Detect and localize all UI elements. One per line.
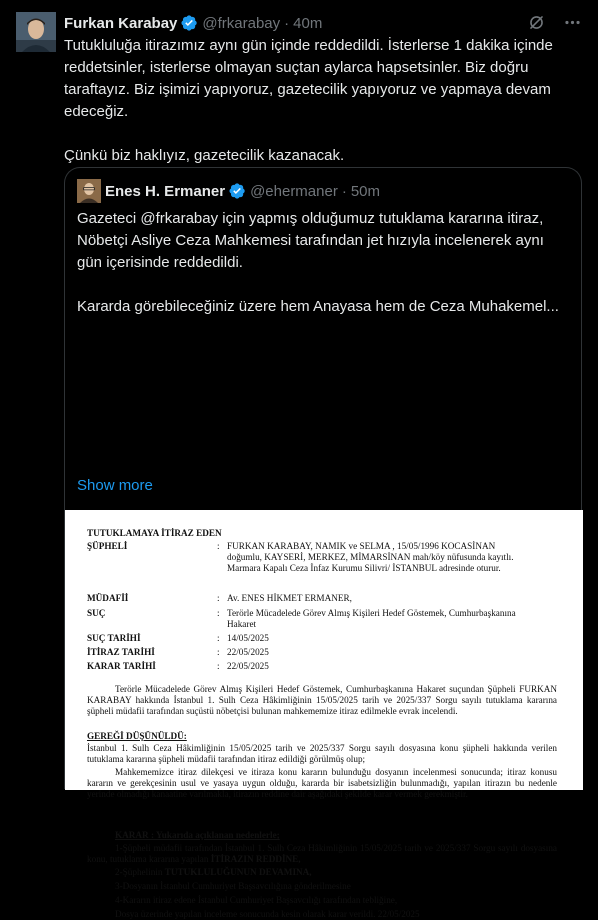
quoted-header-separator: · [341,182,347,200]
quoted-paragraph: Kararda görebileceğiniz üzere hem Anayasa hem de Ceza Muhakemel... [77,298,559,315]
doc-karar-title: KARAR : Yukarıda açıklanan nedenlerle; [115,830,280,840]
doc-karar-emphasis: TUTUKLULUĞUNUN DEVAMINA, [164,867,312,877]
author-handle[interactable]: @frkarabay [202,14,281,32]
author-avatar[interactable] [16,12,56,52]
tweet-paragraph: Çünkü biz haklıyız, gazetecilik kazanacak. [64,147,345,164]
doc-row-colon: : [217,647,220,657]
grok-icon [527,13,546,32]
quoted-author-avatar-image [77,179,101,203]
doc-karar-item: 4-Kararın itiraz edene İstanbul Cumhuriyet Başsavcılığı tarafından tebliğine, [115,895,398,905]
verified-badge-icon [180,14,198,32]
show-more-link[interactable]: Show more [77,477,153,494]
tweet-paragraph: Tutukluluğa itirazımız aynı gün içinde reddedildi. İsterlerse 1 dakika içinde reddetsinler, isterlerse olmayan suçtan aylarca hapsetsinler. Biz doğru taraftayız. Biz işimizi yapıyoruz, gazetecilik yapıyoruz ve yapmaya devam edeceğiz. [64,37,553,120]
doc-row-colon: : [217,541,220,551]
doc-row-label: KARAR TARİHİ [87,661,156,671]
author-name[interactable]: Furkan Karabay [64,14,178,32]
doc-row-value: Av. ENES HİKMET ERMANER, [227,593,352,603]
doc-row-suspect [87,541,557,575]
doc-row-value: FURKAN KARABAY, NAMIK ve SELMA , 15/05/1996 KOCASİNAN doğumlu, KAYSERİ, MERKEZ, MİMARSİNAN mah/köy nüfusunda kayıtlı. Marmara Kapalı Ceza İnfaz Kurumu Silivri/ İSTANBUL adresinde oturur. [227,541,514,574]
quoted-paragraph: Gazeteci @frkarabay için yapmış olduğumuz tutuklama kararına itiraz, Nöbetçi Asliye Ceza Mahkemesi tarafından jet hızıyla incelenerek aynı gün içerisinde reddedildi. [77,210,544,271]
doc-row-colon: : [217,633,220,643]
doc-row-counsel [87,593,557,604]
doc-section-paragraph: Mahkememizce itiraz dilekçesi ve itiraza konu kararın bulunduğu dosyanın incelenmesi sonucunda; itiraz konusu kararın ve gerekçesinin usul ve yasaya uygun olduğu, kararda bir isabetsizliğin bulunmadığı, yapılan itirazın bu nedenle yerinde olmadığı kanaatine varılmakla, itirazın reddine dair aşağıdaki şekilde karar vermek gerekmiştir. [87,767,557,800]
quoted-tweet-time[interactable]: 50m [350,182,381,200]
doc-section-paragraph: İstanbul 1. Sulh Ceza Hâkimliğinin 15/05/2025 tarih ve 2025/337 Sorgu sayılı dosyasına konu şüpheli hakkında verilen tutuklama kararına şüpheli müdafii tarafından itiraz edildiği görülmüş olup; [87,743,557,765]
attached-document-image[interactable] [65,510,583,919]
doc-row-value: Terörle Mücadelede Görev Almış Kişileri Hedef Göstemek, Cumhurbaşkanına Hakaret [227,608,516,630]
doc-row-label: SUÇ TARİHİ [87,633,141,643]
doc-row-crime-date [87,633,557,644]
quoted-author-avatar[interactable] [77,179,101,203]
doc-karar-item: 3-Dosyanın İstanbul Cumhuriyet Başsavcılığına gönderilmesine [115,881,351,891]
doc-row-objection-date [87,647,557,658]
doc-row-value: 22/05/2025 [227,661,269,671]
doc-intro: Terörle Mücadelede Görev Almış Kişileri Hedef Göstemek, Cumhurbaşkanına Hakaret suçundan Şüpheli FURKAN KARABAY hakkında İstanbul 1. Sulh Ceza Hâkimliğinin 15/05/2025 tarih ve 2025/337 Sorgu sayılı tutuklama kararına şüpheli müdafii tarafından suçüstü nöbetçisi bulunan mahkememize itiraz edilmekle evrak incelendi. [87,684,557,717]
doc-header: TUTUKLAMAYA İTİRAZ EDEN [87,528,222,538]
tweet-text [64,35,584,167]
doc-karar-text: 2-Şüphelinin [115,867,165,877]
doc-karar-item [87,843,557,865]
doc-row-colon: : [217,661,220,671]
quoted-tweet-header [77,180,380,202]
doc-karar-item: Dosya üzerinde yapılan inceleme sonucunda kesin olarak karar verildi. 22/05/2025 [115,909,420,919]
tweet-time[interactable]: 40m [293,14,323,32]
quoted-tweet[interactable] [64,167,582,919]
doc-row-crime [87,608,557,630]
header-separator: · [284,14,290,32]
doc-row-value: 22/05/2025 [227,647,269,657]
doc-row-label: SUÇ [87,608,106,618]
quoted-author-handle[interactable]: @ehermaner [250,182,338,200]
tweet-header [64,12,322,34]
tweet-header-actions [526,12,582,32]
doc-row-decision-date [87,661,557,672]
author-avatar-image [16,12,56,52]
doc-karar-text: 1-Şüpheli müdafii tarafından İstanbul 1. Sulh Ceza Hâkimliğinin 15/05/2025 tarih ve 2025/337 Sorgu sayılı dosyasına konu, tutuklama kararına yapılan [87,843,557,865]
doc-section-title: GEREĞİ DÜŞÜNÜLDÜ: [87,731,187,741]
quoted-author-name[interactable]: Enes H. Ermaner [105,182,226,200]
grok-button[interactable] [526,12,546,32]
doc-karar-item [87,867,557,878]
doc-row-value: 14/05/2025 [227,633,269,643]
more-button[interactable] [562,12,582,32]
doc-karar-emphasis: İTİRAZIN REDDİNE, [210,854,301,865]
doc-row-label: ŞÜPHELİ [87,541,128,551]
doc-row-label: İTİRAZ TARİHİ [87,647,155,657]
doc-row-colon: : [217,593,220,603]
more-horizontal-icon [563,13,582,32]
quoted-tweet-text [77,208,571,318]
verified-badge-icon [228,182,246,200]
doc-row-colon: : [217,608,220,618]
doc-row-label: MÜDAFİİ [87,593,129,603]
